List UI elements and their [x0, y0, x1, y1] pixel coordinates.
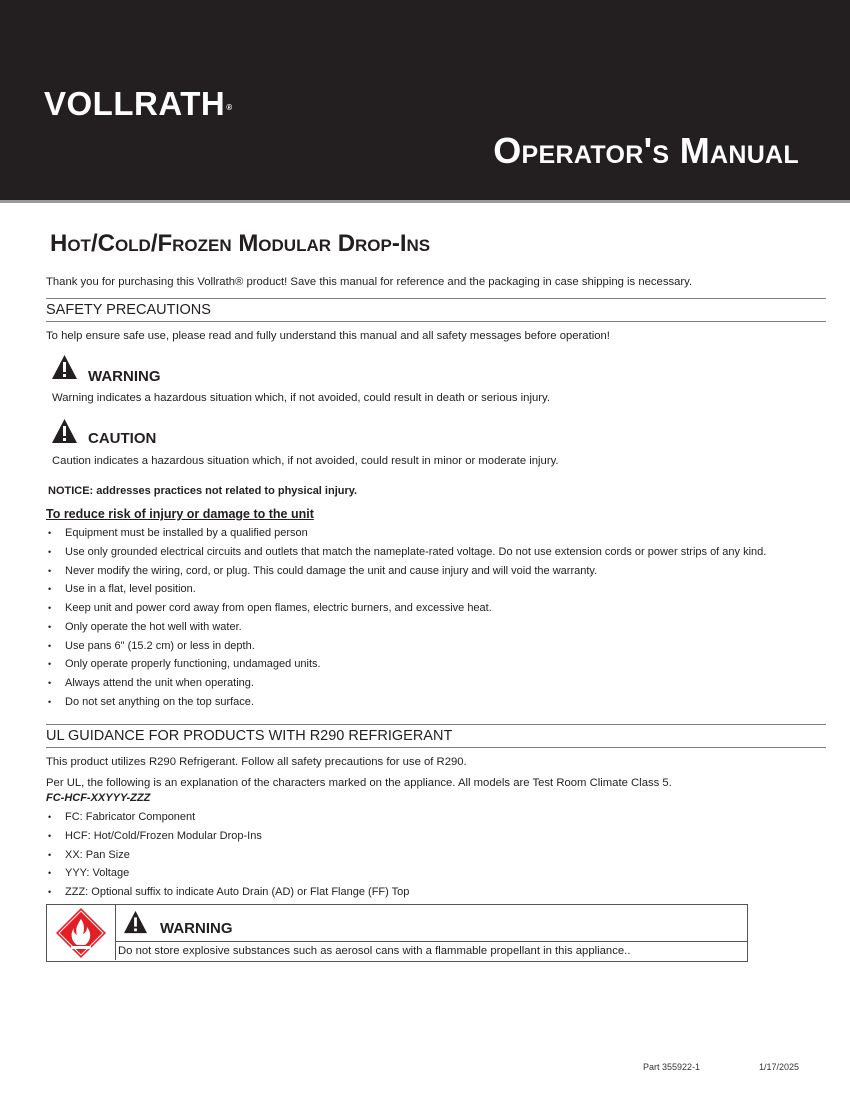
warning-triangle-icon	[51, 354, 78, 380]
list-item: • FC: Fabricator Component	[46, 808, 409, 827]
flammable-icon-cell	[47, 905, 116, 960]
part-number: Part 355922-1	[643, 1062, 701, 1072]
caution-label: CAUTION	[88, 430, 157, 447]
header-band	[0, 0, 850, 200]
list-item: • Use in a flat, level position.	[46, 580, 766, 599]
list-item: • Always attend the unit when operating.	[46, 674, 766, 693]
box-warning-label: WARNING	[160, 920, 233, 937]
risk-subheading: To reduce risk of injury or damage to the unit	[46, 507, 314, 521]
safety-bullet-list	[46, 524, 766, 712]
list-item: • Keep unit and power cord away from open flames, electric burners, and excessive heat.	[46, 599, 766, 618]
list-item: • XX: Pan Size	[46, 846, 409, 865]
list-item: • ZZZ: Optional suffix to indicate Auto Drain (AD) or Flat Flange (FF) Top	[46, 883, 409, 902]
flammable-hazard-icon	[47, 905, 115, 960]
safety-intro: To help ensure safe use, please read and fully understand this manual and all safety messages before operation!	[46, 330, 610, 342]
warning-label: WARNING	[88, 368, 161, 385]
list-item: • HCF: Hot/Cold/Frozen Modular Drop-Ins	[46, 827, 409, 846]
list-item: • Equipment must be installed by a qualified person	[46, 524, 766, 543]
document-title: Hot/Cold/Frozen Modular Drop-Ins	[50, 230, 431, 257]
ul-line-1: This product utilizes R290 Refrigerant. Follow all safety precautions for use of R290.	[46, 756, 467, 768]
model-code: FC-HCF-XXYYY-ZZZ	[46, 792, 151, 804]
safety-heading: SAFETY PRECAUTIONS	[46, 298, 826, 322]
list-item: • Do not set anything on the top surface.	[46, 693, 766, 712]
list-item: • Use only grounded electrical circuits and outlets that match the nameplate-rated voltage. Do not use extension cords or power strips of any kind.	[46, 543, 766, 562]
flammable-warning-box	[46, 904, 748, 962]
intro-text: Thank you for purchasing this Vollrath® product! Save this manual for reference and the packaging in case shipping is necessary.	[46, 276, 693, 288]
header-divider	[0, 200, 850, 203]
manual-title: Operator's Manual	[493, 130, 799, 171]
box-warning-text: Do not store explosive substances such as aerosol cans with a flammable propellant in this appliance..	[118, 945, 631, 957]
document-date: 1/17/2025	[759, 1062, 800, 1072]
list-item: • Only operate properly functioning, undamaged units.	[46, 655, 766, 674]
ul-guidance-heading: UL GUIDANCE FOR PRODUCTS WITH R290 REFRIGERANT	[46, 724, 826, 748]
notice-text: NOTICE: addresses practices not related to physical injury.	[48, 485, 358, 497]
vollrath-logo: VOLLRATH®	[44, 85, 233, 122]
warning-triangle-icon	[123, 910, 148, 934]
list-item: • Never modify the wiring, cord, or plug. This could damage the unit and cause injury and will void the warranty.	[46, 562, 766, 581]
list-item: • YYY: Voltage	[46, 864, 409, 883]
ul-line-2: Per UL, the following is an explanation of the characters marked on the appliance. All models are Test Room Climate Class 5.	[46, 777, 672, 789]
list-item: • Use pans 6" (15.2 cm) or less in depth.	[46, 637, 766, 656]
warning-text: Warning indicates a hazardous situation which, if not avoided, could result in death or serious injury.	[52, 392, 550, 404]
warning-box-header	[116, 905, 747, 942]
caution-triangle-icon	[51, 418, 78, 444]
list-item: • Only operate the hot well with water.	[46, 618, 766, 637]
caution-text: Caution indicates a hazardous situation which, if not avoided, could result in minor or moderate injury.	[52, 455, 559, 467]
model-code-bullet-list	[46, 808, 409, 902]
